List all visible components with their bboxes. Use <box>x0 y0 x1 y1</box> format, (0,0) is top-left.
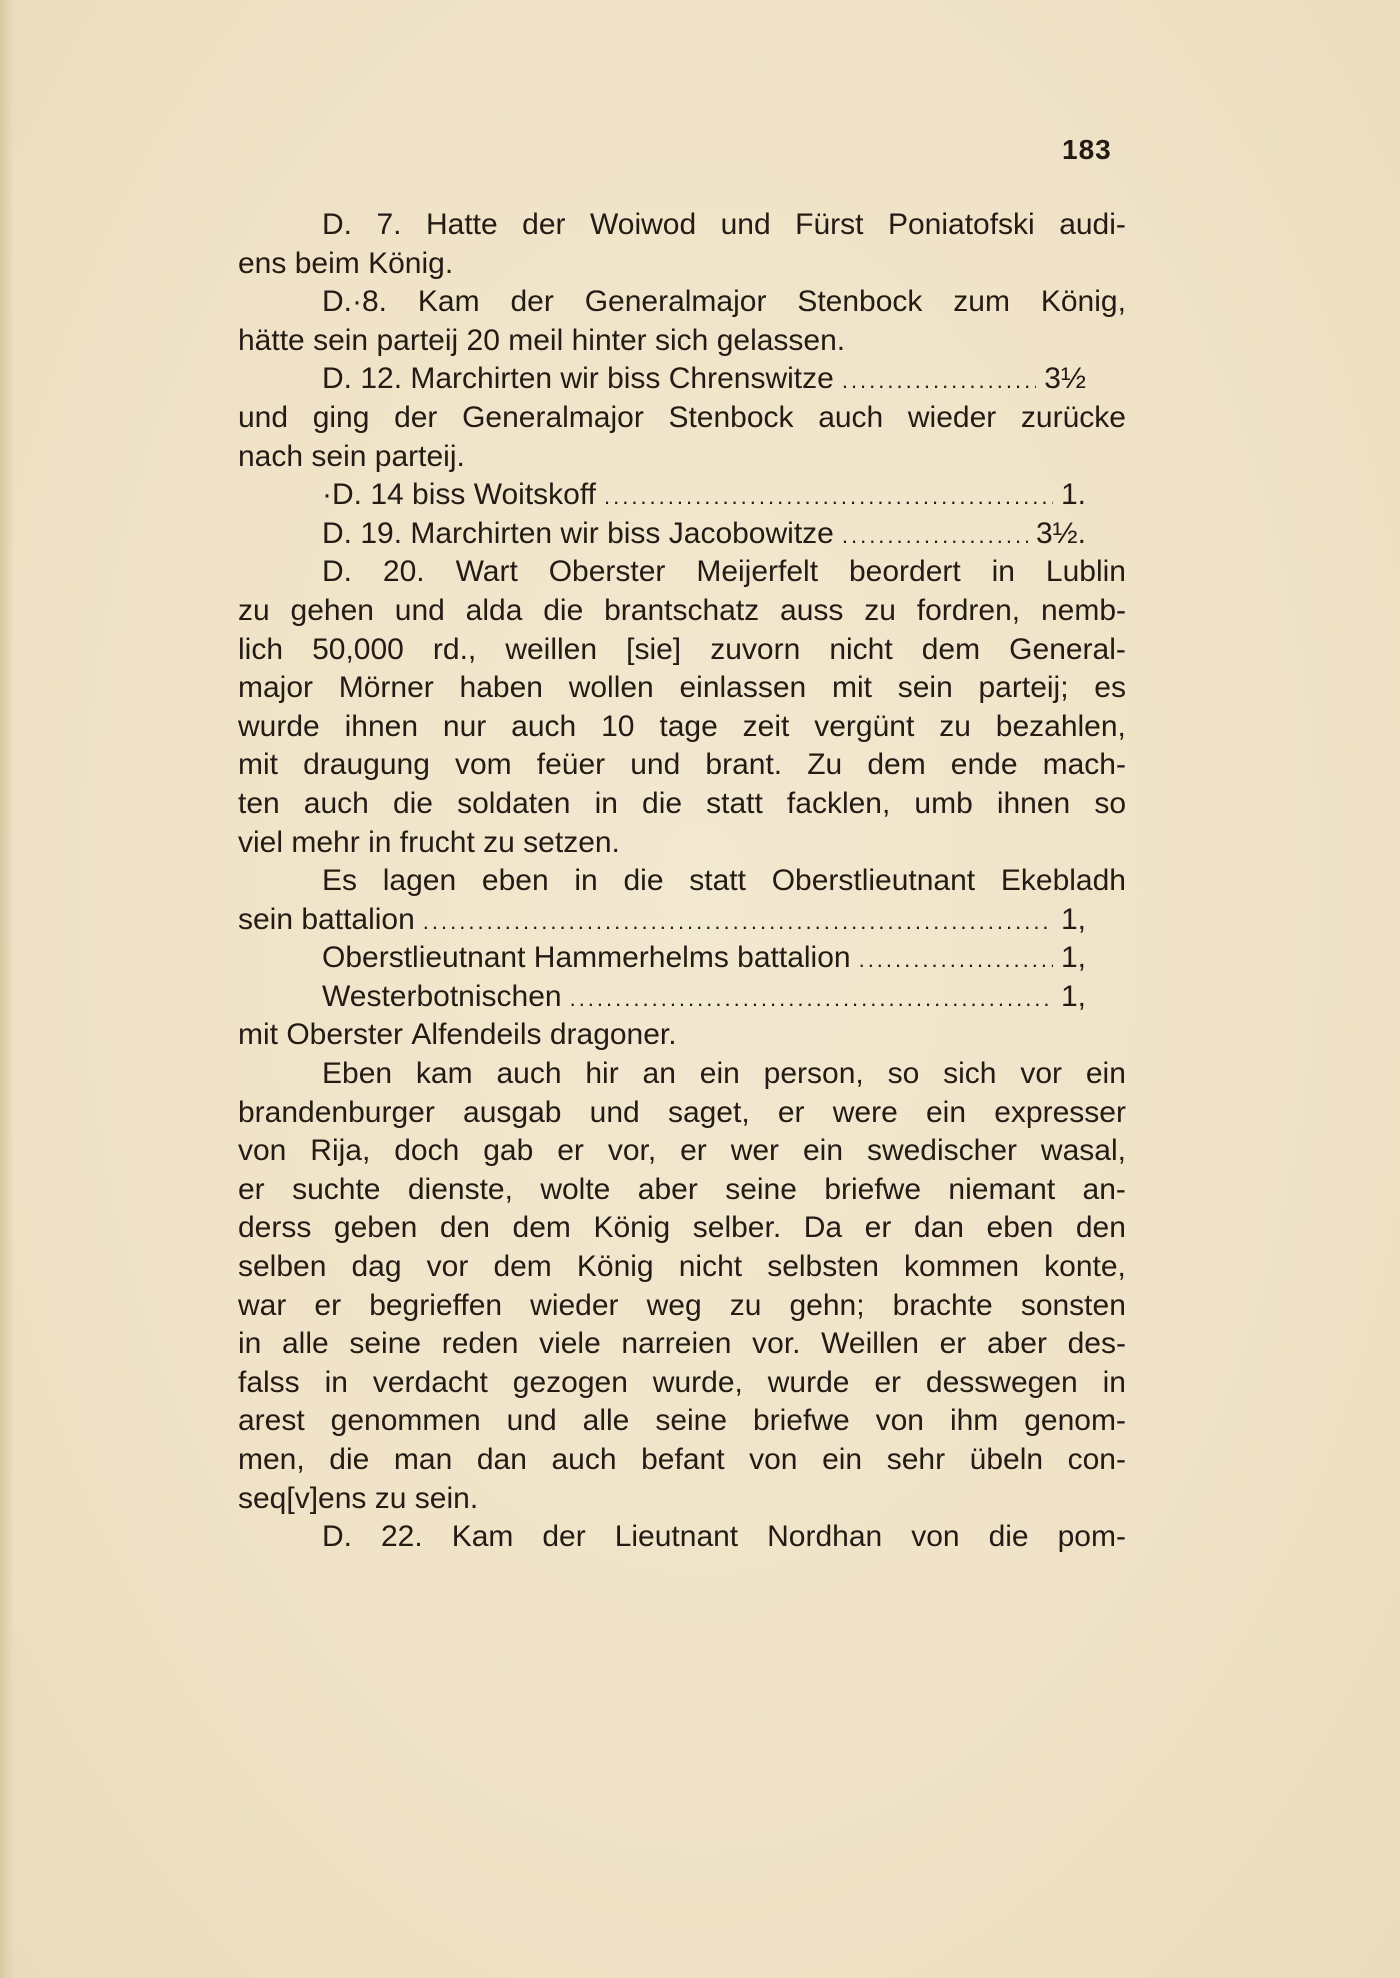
leader-label: D. 12. Marchirten wir biss Chrenswitze <box>322 362 834 396</box>
text-line: D. 20. Wart Oberster Meijerfelt beordert in Lublin <box>322 555 1126 589</box>
text-line: mit draugung vom feüer und brant. Zu dem ende mach- <box>238 748 1126 782</box>
page-number: 183 <box>1062 134 1112 165</box>
leader-label: Oberstlieutnant Hammerhelms battalion <box>322 941 851 975</box>
text-line: von Rija, doch gab er vor, er wer ein swedischer wasal, <box>238 1134 1126 1168</box>
leader-line <box>238 901 1126 940</box>
text-line: in alle seine reden viele narreien vor. Weillen er aber des- <box>238 1327 1126 1361</box>
leader-value: 3½. <box>1035 516 1086 550</box>
leader-value: 1. <box>1060 478 1086 512</box>
text-line: lich 50,000 rd., weillen [sie] zuvorn nicht dem General- <box>238 632 1126 666</box>
text-line: mit Oberster Alfendeils dragoner. <box>238 1018 677 1052</box>
leader-dots <box>859 941 1053 980</box>
text-line: D. 22. Kam der Lieutnant Nordhan von die pom- <box>322 1520 1126 1554</box>
leader-line <box>238 515 1126 554</box>
text-line: D. 7. Hatte der Woiwod und Fürst Poniatofski audi- <box>322 208 1126 241</box>
text-line: brandenburger ausgab und saget, er were ein expresser <box>238 1095 1126 1129</box>
leader-label: ·D. 14 biss Woitskoff <box>322 478 596 512</box>
leader-value: 1, <box>1060 902 1086 936</box>
text-line: nach sein parteij. <box>238 439 465 473</box>
leader-label: D. 19. Marchirten wir biss Jacobowitze <box>322 516 834 550</box>
text-line: ens beim König. <box>238 246 454 280</box>
leader-line <box>238 360 1126 399</box>
text-line: arest genommen und alle seine briefwe von ihm genom- <box>238 1404 1126 1438</box>
text-line: zu gehen und alda die brantschatz auss zu fordren, nemb- <box>238 593 1126 627</box>
text-line: war er begrieffen wieder weg zu gehn; brachte sonsten <box>238 1288 1126 1322</box>
text-line: men, die man dan auch befant von ein sehr übeln con- <box>238 1443 1126 1476</box>
text-line: D.·8. Kam der Generalmajor Stenbock zum König, <box>322 285 1126 319</box>
leader-value: 1, <box>1060 979 1086 1013</box>
text-line: ten auch die soldaten in die statt facklen, umb ihnen so <box>238 786 1126 820</box>
leader-line <box>238 476 1126 515</box>
leader-dots <box>423 903 1053 942</box>
text-line: major Mörner haben wollen einlassen mit sein parteij; es <box>238 671 1126 705</box>
page-edge-shadow <box>0 0 14 1978</box>
leader-line <box>238 978 1126 1017</box>
text-line: und ging der Generalmajor Stenbock auch wieder zurücke <box>238 400 1126 434</box>
body-text <box>238 206 1126 1557</box>
leader-value: 3½ <box>1044 362 1086 396</box>
leader-value: 1, <box>1060 941 1086 975</box>
text-line: wurde ihnen nur auch 10 tage zeit vergünt zu bezahlen, <box>238 709 1126 743</box>
text-line: derss geben den dem König selber. Da er dan eben den <box>238 1211 1126 1245</box>
text-line: falss in verdacht gezogen wurde, wurde er desswegen in <box>238 1365 1126 1399</box>
leader-dots <box>842 517 1028 556</box>
leader-label: sein battalion <box>238 902 415 936</box>
leader-dots <box>842 362 1036 401</box>
text-line: seq[v]ens zu sein. <box>238 1481 479 1515</box>
leader-dots <box>604 478 1053 517</box>
text-line: viel mehr in frucht zu setzen. <box>238 825 620 859</box>
text-line: er suchte dienste, wolte aber seine briefwe niemant an- <box>238 1172 1126 1206</box>
text-line: hätte sein parteij 20 meil hinter sich gelassen. <box>238 323 846 357</box>
leader-dots <box>570 980 1053 1019</box>
text-line: Eben kam auch hir an ein person, so sich vor ein <box>322 1057 1126 1091</box>
leader-label: Westerbotnischen <box>322 979 562 1013</box>
text-line: selben dag vor dem König nicht selbsten kommen konte, <box>238 1250 1126 1284</box>
text-line: Es lagen eben in die statt Oberstlieutnant Ekebladh <box>322 864 1126 898</box>
leader-line <box>238 939 1126 978</box>
